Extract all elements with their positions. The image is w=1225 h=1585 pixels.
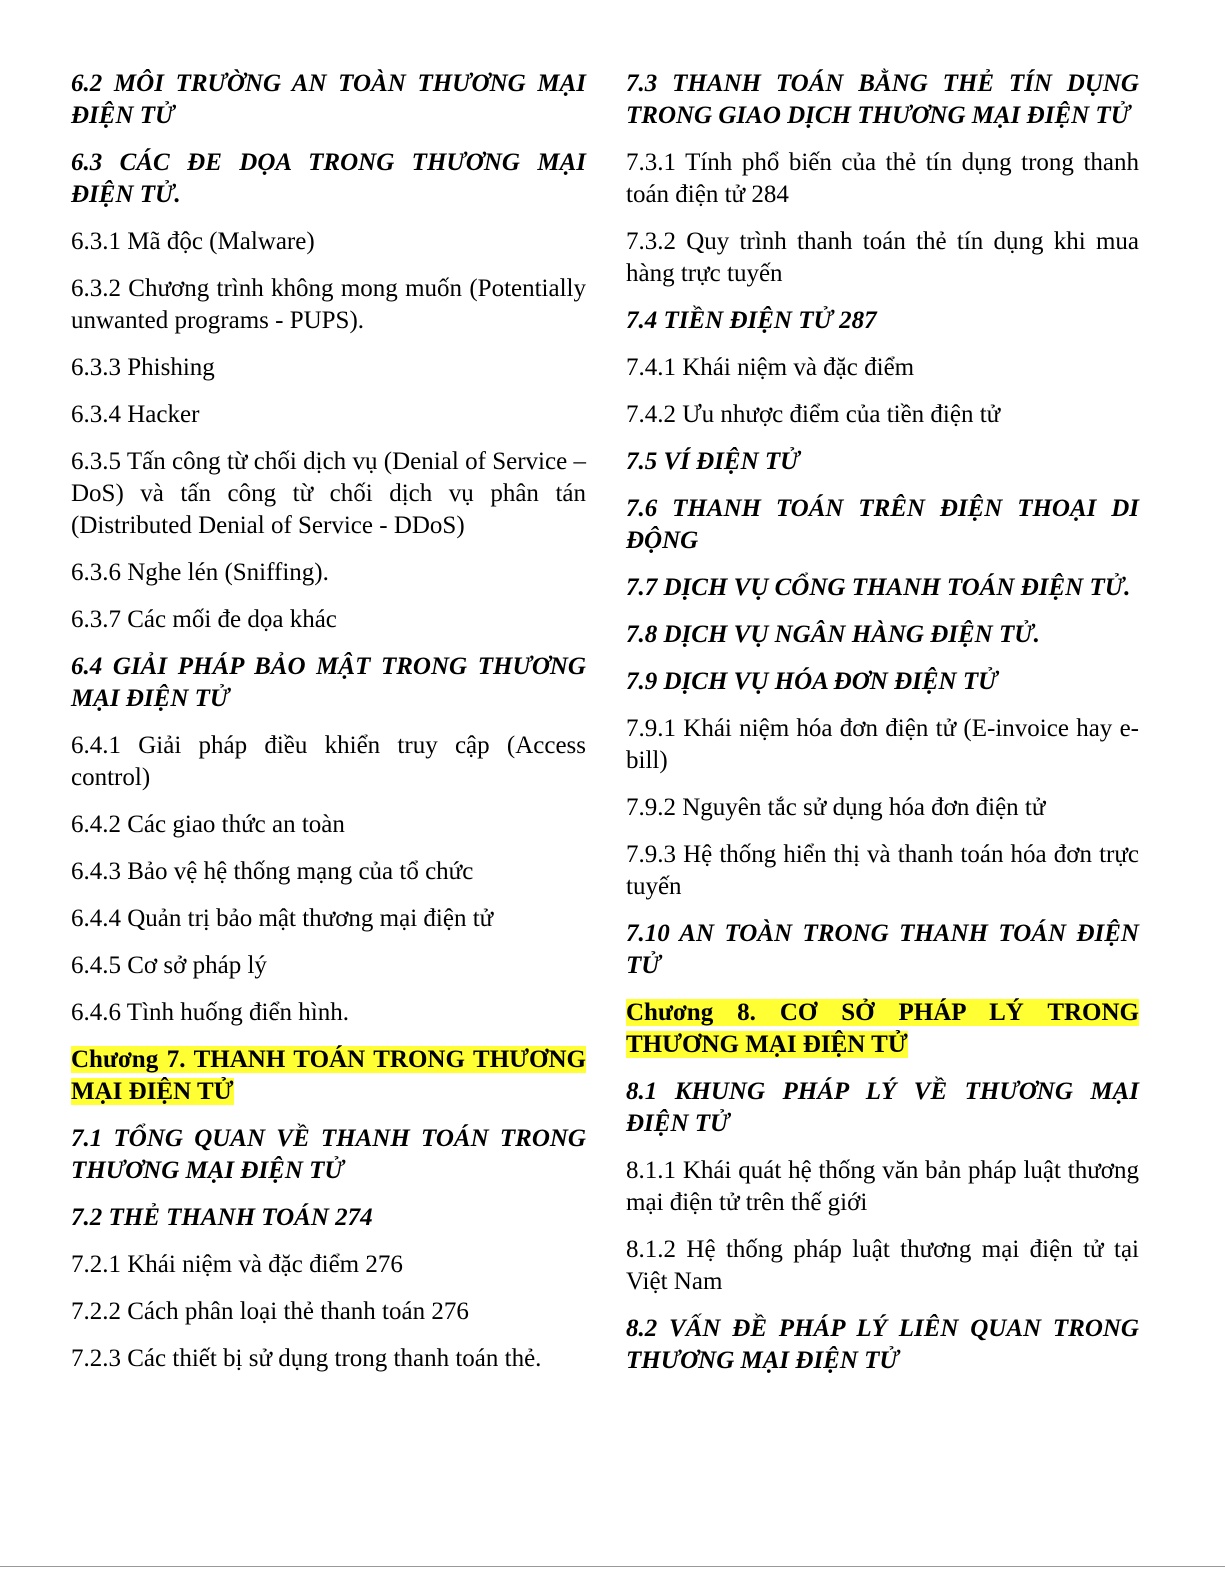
toc-item-6-3-6-nghe-len-sniffing: 6.3.6 Nghe lén (Sniffing).: [71, 559, 329, 586]
toc-item-7-4-2-uu-nhuoc-diem-cua-tien-dien-tu: 7.4.2 Ưu nhược điểm của tiền điện tử: [626, 401, 1001, 428]
toc-item-6-3-4-hacker: 6.3.4 Hacker: [71, 401, 200, 428]
section-heading-6-3-cac-de-doa-trong-thuong-mai-dien-tu: 6.3 CÁC ĐE DỌA TRONG THƯƠNG MẠI ĐIỆN TỬ.: [71, 149, 586, 208]
section-heading-7-10-an-toan-trong-thanh-toan-dien-tu: 7.10 AN TOÀN TRONG THANH TOÁN ĐIỆN TỬ: [626, 920, 1139, 979]
toc-item-8-1-2-he-thong-phap-luat-thuong-mai-dien: 8.1.2 Hệ thống pháp luật thương mại điện tử tại Việt Nam: [626, 1236, 1139, 1295]
toc-item-6-4-4-quan-tri-bao-mat-thuong-mai-dien-t: 6.4.4 Quản trị bảo mật thương mại điện tử: [71, 905, 494, 932]
toc-item-7-3-1-tinh-pho-bien-cua-the-tin-dung-tro: 7.3.1 Tính phổ biến của thẻ tín dụng trong thanh toán điện tử 284: [626, 149, 1139, 208]
toc-item-6-4-2-cac-giao-thuc-an-toan: 6.4.2 Các giao thức an toàn: [71, 811, 345, 838]
toc-item-7-2-3-cac-thiet-bi-su-dung-trong-thanh-t: 7.2.3 Các thiết bị sử dụng trong thanh toán thẻ.: [71, 1345, 542, 1372]
toc-item-6-3-2-chuong-trinh-khong-mong-muon-poten: 6.3.2 Chương trình không mong muốn (Potentially unwanted programs - PUPS).: [71, 275, 586, 334]
chapter-highlight: Chương 8. CƠ SỞ PHÁP LÝ TRONG THƯƠNG MẠI ĐIỆN TỬ: [626, 999, 1139, 1058]
toc-item-6-4-5-co-so-phap-ly: 6.4.5 Cơ sở pháp lý: [71, 952, 267, 979]
section-heading-7-9-dich-vu-hoa-don-dien-tu: 7.9 DỊCH VỤ HÓA ĐƠN ĐIỆN TỬ: [626, 668, 998, 695]
chapter-highlight: Chương 7. THANH TOÁN TRONG THƯƠNG MẠI ĐIỆN TỬ: [71, 1046, 586, 1105]
section-heading-7-8-dich-vu-ngan-hang-dien-tu: 7.8 DỊCH VỤ NGÂN HÀNG ĐIỆN TỬ.: [626, 621, 1040, 648]
section-heading-7-4-tien-dien-tu-287: 7.4 TIỀN ĐIỆN TỬ 287: [626, 307, 877, 334]
toc-item-7-2-2-cach-phan-loai-the-thanh-toan-276: 7.2.2 Cách phân loại thẻ thanh toán 276: [71, 1298, 469, 1325]
section-heading-7-7-dich-vu-cong-thanh-toan-dien-tu: 7.7 DỊCH VỤ CỔNG THANH TOÁN ĐIỆN TỬ.: [626, 574, 1131, 601]
section-heading-8-1-khung-phap-ly-ve-thuong-mai-dien-tu: 8.1 KHUNG PHÁP LÝ VỀ THƯƠNG MẠI ĐIỆN TỬ: [626, 1078, 1139, 1137]
toc-item-6-4-6-tinh-huong-dien-hinh: 6.4.6 Tình huống điển hình.: [71, 999, 350, 1026]
toc-item-8-1-1-khai-quat-he-thong-van-ban-phap-lu: 8.1.1 Khái quát hệ thống văn bản pháp luật thương mại điện tử trên thế giới: [626, 1157, 1139, 1216]
toc-item-7-4-1-khai-niem-va-dac-diem: 7.4.1 Khái niệm và đặc điểm: [626, 354, 915, 381]
section-heading-6-2-moi-truong-an-toan-thuong-mai-dien-t: 6.2 MÔI TRƯỜNG AN TOÀN THƯƠNG MẠI ĐIỆN TỬ: [71, 70, 586, 129]
section-heading-6-4-giai-phap-bao-mat-trong-thuong-mai-d: 6.4 GIẢI PHÁP BẢO MẬT TRONG THƯƠNG MẠI ĐIỆN TỬ: [71, 653, 586, 712]
toc-item-7-3-2-quy-trinh-thanh-toan-the-tin-dung-: 7.3.2 Quy trình thanh toán thẻ tín dụng khi mua hàng trực tuyến: [626, 228, 1139, 287]
toc-item-7-9-1-khai-niem-hoa-don-dien-tu-e-invoic: 7.9.1 Khái niệm hóa đơn điện tử (E-invoice hay e-bill): [626, 715, 1139, 774]
section-heading-7-5-vi-dien-tu: 7.5 VÍ ĐIỆN TỬ: [626, 448, 800, 475]
right-column: [626, 68, 1139, 1392]
toc-item-6-4-3-bao-ve-he-thong-mang-cua-to-chuc: 6.4.3 Bảo vệ hệ thống mạng của tổ chức: [71, 858, 474, 885]
chapter-title-chuong-7-thanh-toan-trong-thuong-mai-die: [71, 1044, 586, 1108]
chapter-title-chuong-8-co-so-phap-ly-trong-thuong-mai-: [626, 997, 1139, 1061]
section-heading-8-2-van-de-phap-ly-lien-quan-trong-thuon: 8.2 VẤN ĐỀ PHÁP LÝ LIÊN QUAN TRONG THƯƠNG MẠI ĐIỆN TỬ: [626, 1315, 1139, 1374]
section-heading-7-3-thanh-toan-bang-the-tin-dung-trong-g: 7.3 THANH TOÁN BẰNG THẺ TÍN DỤNG TRONG GIAO DỊCH THƯƠNG MẠI ĐIỆN TỬ: [626, 70, 1139, 129]
toc-item-6-3-1-ma-doc-malware: 6.3.1 Mã độc (Malware): [71, 228, 315, 255]
section-heading-7-2-the-thanh-toan-274: 7.2 THẺ THANH TOÁN 274: [71, 1204, 373, 1231]
toc-item-6-4-1-giai-phap-dieu-khien-truy-cap-acce: 6.4.1 Giải pháp điều khiển truy cập (Access control): [71, 732, 586, 791]
toc-item-6-3-5-tan-cong-tu-choi-dich-vu-denial-of: 6.3.5 Tấn công từ chối dịch vụ (Denial of Service – DoS) và tấn công từ chối dịch vụ phân tán (Distributed Denial of Service - DDoS): [71, 448, 586, 539]
toc-item-7-2-1-khai-niem-va-dac-diem-276: 7.2.1 Khái niệm và đặc điểm 276: [71, 1251, 403, 1278]
section-heading-7-1-tong-quan-ve-thanh-toan-trong-thuong: 7.1 TỔNG QUAN VỀ THANH TOÁN TRONG THƯƠNG MẠI ĐIỆN TỬ: [71, 1125, 586, 1184]
section-heading-7-6-thanh-toan-tren-dien-thoai-di-dong: 7.6 THANH TOÁN TRÊN ĐIỆN THOẠI DI ĐỘNG: [626, 495, 1139, 554]
page-bottom-divider: [0, 1566, 1225, 1567]
toc-item-6-3-3-phishing: 6.3.3 Phishing: [71, 354, 215, 381]
toc-item-6-3-7-cac-moi-de-doa-khac: 6.3.7 Các mối đe dọa khác: [71, 606, 337, 633]
toc-item-7-9-3-he-thong-hien-thi-va-thanh-toan-ho: 7.9.3 Hệ thống hiển thị và thanh toán hóa đơn trực tuyến: [626, 841, 1139, 900]
left-column: [71, 68, 586, 1390]
toc-item-7-9-2-nguyen-tac-su-dung-hoa-don-dien-tu: 7.9.2 Nguyên tắc sử dụng hóa đơn điện tử: [626, 794, 1046, 821]
